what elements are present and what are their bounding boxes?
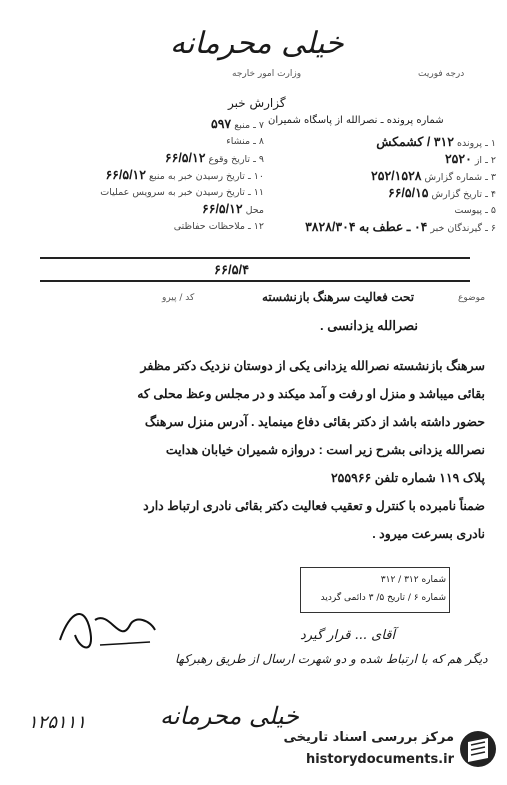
divider (40, 257, 470, 259)
field-label: ۱ ـ پرونده (456, 138, 496, 149)
classification-heading: خیلی محرمانه (170, 26, 344, 61)
report-body (30, 352, 485, 548)
field-row (14, 150, 264, 167)
field-label: ۵ ـ پیوست (454, 205, 496, 216)
field-value: ۲۵۲۰ (444, 152, 472, 166)
registry-stamp (300, 567, 450, 613)
bottom-classification: خیلی محرمانه (160, 702, 299, 730)
marginal-note: دیگر هم که با ارتباط شده و دو شهرت ارسال از طریق رهبرکها (175, 652, 488, 666)
fields-right (276, 134, 496, 236)
field-value: ۶۶/۵/۱۲ (202, 202, 243, 216)
subject-name: نصرالله یزدانسی . (320, 318, 418, 333)
field-label: ۱۲ ـ ملاحظات حفاظتی (173, 221, 264, 232)
field-label: محل (245, 205, 264, 216)
body-line: نصرالله یزدانی بشرح زیر است : دروازه شمیران خیابان هدایت (165, 443, 485, 457)
field-row (276, 185, 496, 202)
divider (40, 280, 470, 282)
field-value: ۰۴ ـ عطف به ۳۸۲۸/۳۰۴ (305, 220, 428, 234)
ministry-line: وزارت امور خارجه (232, 69, 302, 79)
marginal-note: آقای ... قرار گیرد (300, 628, 396, 643)
top-filled-line: شماره پرونده ـ نصرالله از پاسگاه شمیران (268, 115, 444, 126)
body-line: بقائی میباشد و منزل او رفت و آمد میکند و در مجلس وعظ محلی که (137, 387, 485, 401)
field-row (14, 167, 264, 184)
field-row (276, 219, 496, 236)
degree-label: درجه فوریت (418, 69, 465, 79)
field-label: ۴ ـ تاریخ گزارش (431, 189, 496, 200)
field-value: ۶۶/۵/۱۲ (164, 151, 206, 165)
body-line: ضمناً نامبرده با کنترل و تعقیب فعالیت دکتر بقائی نادری ارتباط دارد (143, 499, 485, 513)
field-row (276, 134, 496, 151)
body-line: نادری بسرعت میرود . (372, 527, 485, 541)
field-label: ۱۱ ـ تاریخ رسیدن خبر به سرویس عملیات (100, 187, 264, 198)
body-line: حضور داشته باشد از دکتر بقائی دفاع مینماید . آدرس منزل سرهنگ (144, 415, 485, 429)
field-row (14, 184, 264, 201)
body-line: پلاک ۱۱۹ شماره تلفن ۲۵۵۹۶۶ (330, 471, 485, 485)
field-label: ۲ ـ از (474, 155, 496, 166)
watermark-url: historydocuments.ir (305, 752, 454, 767)
watermark (268, 728, 500, 776)
field-label: ۷ ـ منبع (234, 120, 264, 131)
codes-label: کد / پیرو (162, 293, 195, 303)
field-label: ۶ ـ گیرندگان خبر (430, 223, 496, 234)
watermark-logo-icon (458, 728, 498, 770)
field-value: ۳۱۲ / کشمکش (376, 135, 454, 149)
field-row (14, 218, 264, 235)
bottom-date: ۶۶/۵/۴ (214, 262, 250, 277)
field-row (276, 168, 496, 185)
field-row (14, 133, 264, 150)
field-label: ۱۰ ـ تاریخ رسیدن خبر به منبع (149, 171, 264, 182)
watermark-title: مرکز بررسی اسناد تاریخی (283, 730, 454, 745)
field-value: ۲۵۲/۱۵۲۸ (371, 169, 422, 183)
subject-text: تحت فعالیت سرهنگ بازنشسته (262, 290, 415, 304)
field-label: ۹ ـ تاریخ وقوع (208, 154, 264, 165)
field-value: ۵۹۷ (211, 117, 232, 131)
archive-number: ۱۲۵۱۱۱ (28, 712, 87, 733)
field-value: ۶۶/۵/۱۲ (105, 168, 146, 182)
signature-scribble (55, 600, 165, 660)
report-title: گزارش خبر (228, 96, 286, 110)
field-row (14, 201, 264, 218)
subject-label: موضوع (458, 293, 486, 303)
field-row (276, 202, 496, 219)
field-value: ۶۶/۵/۱۵ (388, 186, 429, 200)
field-row (14, 116, 264, 133)
body-line: سرهنگ بازنشسته نصرالله یزدانی یکی از دوستان نزدیک دکتر مظفر (140, 359, 485, 373)
stamp-line: شماره ۳۱۲ / ۳۱۲ (380, 575, 446, 585)
fields-left (14, 116, 264, 235)
stamp-line: شماره ۶ / تاریخ ۵/ ۳ دائمی گردید (320, 593, 446, 603)
field-row (276, 151, 496, 168)
field-label: ۸ ـ منشاء (226, 136, 264, 147)
field-label: ۳ ـ شماره گزارش (424, 172, 496, 183)
